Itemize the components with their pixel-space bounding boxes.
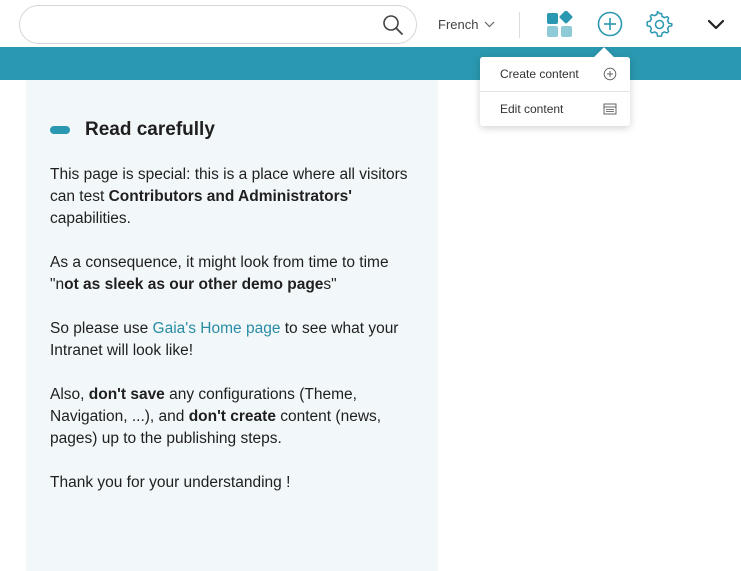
read-carefully-card <box>26 80 438 571</box>
search-input[interactable] <box>34 14 378 38</box>
edit-content-menu-item[interactable] <box>480 92 630 126</box>
chevron-down-icon <box>484 21 495 28</box>
edit-panel-icon <box>603 102 617 116</box>
create-content-menu-item[interactable] <box>480 57 630 91</box>
edit-content-label: Edit content <box>500 102 564 116</box>
create-content-label: Create content <box>500 67 579 81</box>
add-content-icon[interactable] <box>597 11 623 37</box>
top-navigation-bar <box>0 0 741 47</box>
language-label: French <box>438 17 479 32</box>
card-title-text: Read carefully <box>85 119 215 140</box>
apps-icon[interactable] <box>546 11 574 39</box>
create-content-dropdown <box>480 57 630 126</box>
paragraph-thank-you: Thank you for your understanding ! <box>50 474 291 491</box>
search-box[interactable] <box>19 5 417 44</box>
language-selector[interactable] <box>438 17 495 32</box>
title-accent-bar <box>50 126 70 134</box>
gaia-home-page-link[interactable]: Gaia's Home page <box>152 320 281 337</box>
card-title <box>50 119 215 141</box>
paragraph-special-page: This page is special: this is a place where all visitors can test Contributors and Administrators' capabilities. <box>50 166 408 227</box>
paragraph-dont-save: Also, don't save any configurations (Theme, Navigation, ...), and don't create content (news, pages) up to the publishing steps. <box>50 386 382 447</box>
paragraph-consequence: As a consequence, it might look from time to time "not as sleek as our other demo pages" <box>50 254 389 293</box>
user-menu-chevron-icon[interactable] <box>706 15 726 35</box>
plus-circle-icon <box>603 67 617 81</box>
settings-gear-icon[interactable] <box>646 11 673 38</box>
header-divider <box>519 12 520 38</box>
paragraph-home-link: So please use Gaia's Home page to see what your Intranet will look like! <box>50 320 399 359</box>
card-body <box>50 164 420 516</box>
search-icon[interactable] <box>382 14 404 36</box>
